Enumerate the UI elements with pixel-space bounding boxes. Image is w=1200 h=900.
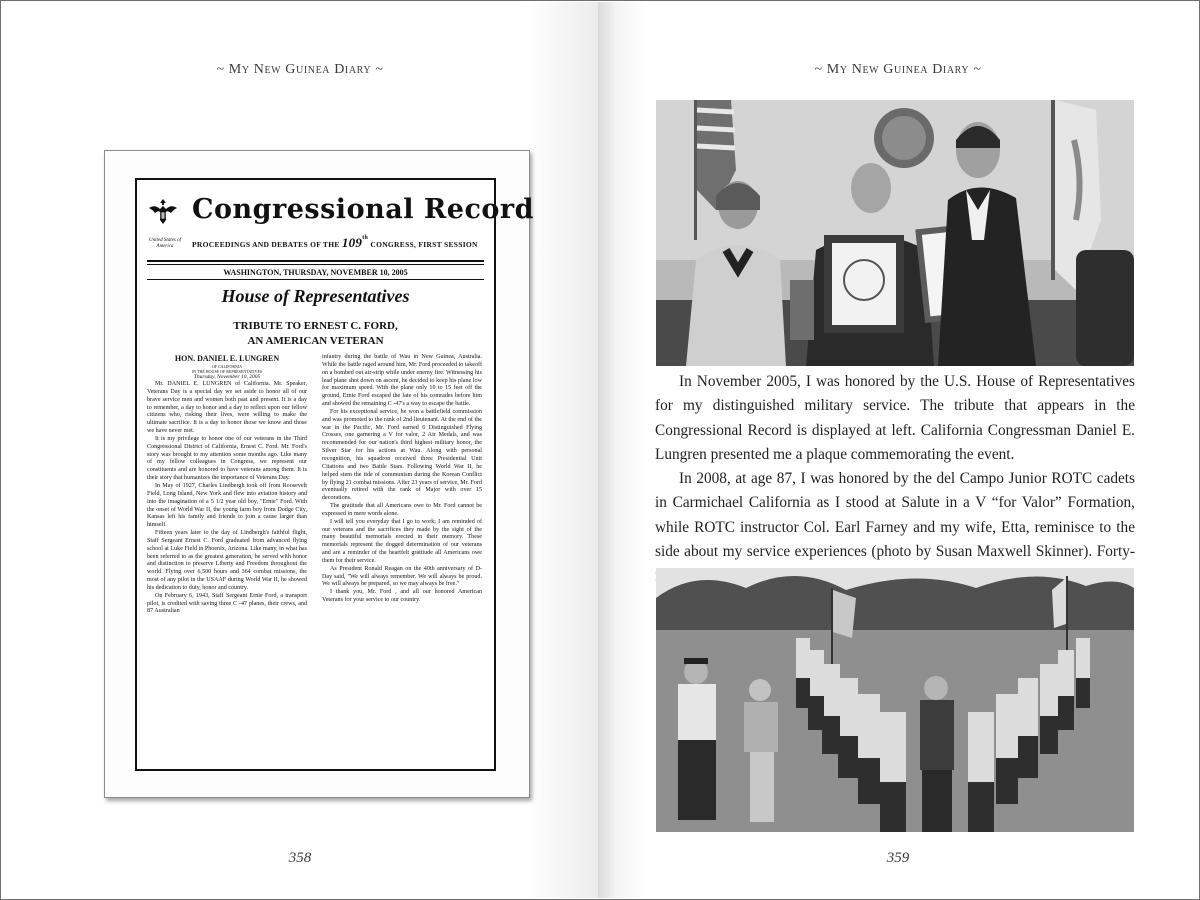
record-paragraph: As President Ronald Reagan on the 40th anniversary of D-Day said, "We will always remember. We will always be proud. We will always be prepared, so we may always be free." [322, 565, 482, 588]
speaker-name: HON. DANIEL E. LUNGREN [174, 354, 280, 363]
record-paragraph: infantry during the battle of Wau in New Guinea, Australia. While the battle raged around him, Mr. Ford proceeded to takeoff on a bombed out air-strip while under enemy fire. Witnessing his lead plane shot down on ascent, he decided to keep his plane low for maximum speed. With the plane only 10 to 15 feet off the ground, Ernie Ford escaped the fate of his comrades before him and showed the remaining C -47's a way to escape the battle. [322, 354, 482, 408]
left-page [2, 2, 598, 898]
award-ceremony-photo [656, 100, 1134, 366]
eagle-seal-icon [147, 196, 179, 228]
right-page [598, 2, 1198, 898]
house-title: House of Representatives [221, 286, 410, 306]
record-paragraph: I will tell you everyday that I go to work; I am reminded of our veterans and the sacrifices they made by the sight of the many beautiful memorials erected in their memory. These memorials represent the dogged determination of our veterans and are a reminder of the heartfelt gratitude all Americans owe them for their service. [322, 518, 482, 564]
speaker-date: Thursday, November 10, 2005 [193, 374, 261, 380]
page-number-left: 358 [288, 850, 312, 866]
running-head-left: ~ My New Guinea Diary ~ [216, 62, 384, 77]
record-paragraph: On February 6, 1943, Staff Sergeant Ernie Ford, a transport pilot, is credited with saving three C -47 planes, their crews, and 87 Australian [147, 592, 307, 615]
record-paragraph: It is my privilege to honor one of our veterans in the Third Congressional District of California, Ernest C. Ford. Mr. Ford's story was brought to my attention some months ago. Like many of my fellow colleagues in Congress, we represent our constituents and are honored to have veterans among them. It is their story that humanizes the importance of Veterans Day. [147, 435, 307, 482]
congressional-record-clipping [104, 150, 535, 798]
record-column-left [147, 354, 307, 764]
us-label: United States of America [149, 238, 181, 249]
dateline: WASHINGTON, THURSDAY, NOVEMBER 10, 2005 [223, 268, 408, 277]
caption-text [655, 370, 1135, 589]
speaker-chamber: IN THE HOUSE OF REPRESENTATIVES [191, 369, 263, 374]
proceedings-line: PROCEEDINGS AND DEBATES OF THE 109th CONGRESS, FIRST SESSION [192, 235, 478, 250]
record-masthead: Congressional Record [192, 194, 535, 225]
record-frame [135, 178, 535, 771]
running-head-right: ~ My New Guinea Diary ~ [814, 62, 982, 77]
caption-paragraph: In November 2005, I was honored by the U.S. House of Representatives for my distinguished military service. The tribute that appears in the Congressional Record is displayed at left. California Congressman Daniel E. Lungren presented me a plaque commemorating the event. [655, 373, 1135, 463]
record-paragraph: Mr. DANIEL E. LUNGREN of California. Mr. Speaker, Veterans Day is a special day we set aside to honor all of our brave service men and women both past and present. It is a day to remember, a day to honor and a day to reflect upon our fellow citizens who, risking their lives, were willing to make the ultimate sacrifice. It is a day to honor those we know and those we have never met. [147, 381, 307, 435]
caption-paragraph: In 2008, at age 87, I was honored by the del Campo Junior ROTC cadets in Carmichael California as I stood at Salute in a V “for Valor” Formation, while ROTC instructor Col. Earl Farney and my wife, Etta, reminisce to the side about my service experiences (photo by Susan Maxwell Skinner). Forty- [655, 470, 1135, 561]
record-paragraph: The gratitude that all Americans owe to Mr. Ford cannot be expressed in mere words alone. [322, 503, 482, 517]
tribute-title: TRIBUTE TO ERNEST C. FORD, AN AMERICAN VETERAN [233, 320, 398, 347]
record-header [147, 190, 535, 260]
page-number-right: 359 [886, 850, 910, 866]
rotc-salute-photo [656, 568, 1134, 832]
rule [147, 279, 484, 280]
record-paragraph: In May of 1927, Charles Lindbergh took off from Roosevelt Field, Long Island, New York and flew into aviation history and into the imagination of a 5 1/2 year old boy, "Ernie" Ford. With the onset of World War II, the young farm boy from Dodge City, Kansas left his family and friends to join a cause larger than himself. [147, 482, 307, 529]
record-paragraph: For his exceptional service, he won a battlefield commission and was promoted to the rank of 2nd lieutenant. At the end of the war in the Pacific, Mr. Ford earned 6 Distinguished Flying Crosses, one garnering a V for valor, 2 Air Medals, and was recommended for our nation's third highest military honor, the Silver Star for his actions at Wau. Along with personal recognition, his squadron received three Presidential Unit Citations and two Battle Stars. Following World War II, he helped stem the tide of communism during the Korean Conflict by flying 21 combat missions. After 23 years of service, Mr. Ford eventually retired with the rank of Major with over 15 decorations. [322, 408, 482, 502]
rule [147, 260, 484, 262]
record-paragraph: I thank you, Mr. Ford , and all our honored American Veterans for your service to our country. [322, 589, 482, 604]
record-paragraph: Fifteen years later to the day of Lindbergh's faithful flight, Staff Sergeant Ernest C. Ford graduated from advanced flying school at Luke Field in Phoenix, Arizona. Like many, in what has been referred to as the greatest generation, he served with honor and distinction to preserve Liberty and Freedom throughout the world. Flying over 6,500 hours and 364 combat missions, the most of any pilot in the USAAF during World War II, he showed his dedication to duty, honor and country. [147, 530, 307, 591]
record-column-right [322, 354, 482, 764]
speaker-state: OF CALIFORNIA [211, 364, 243, 369]
rule [147, 264, 484, 265]
